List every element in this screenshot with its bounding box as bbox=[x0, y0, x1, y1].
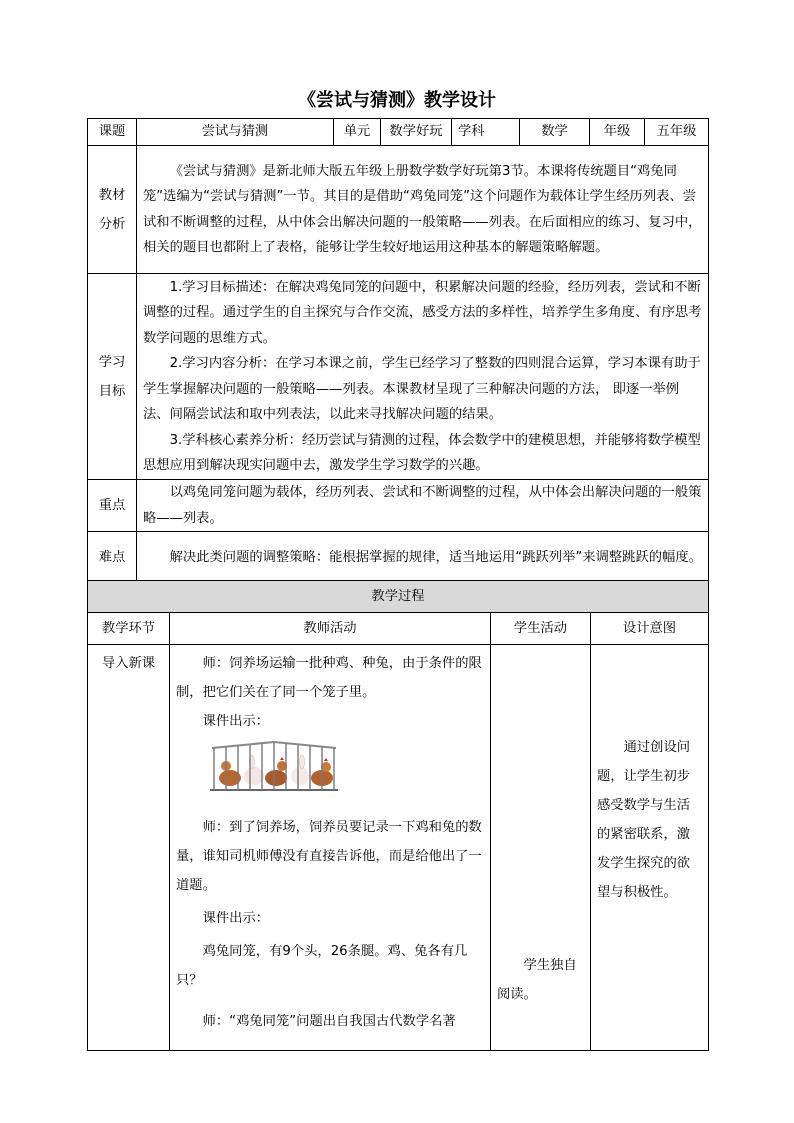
header-student: 学生活动 bbox=[491, 613, 591, 645]
goals-label: 学习 目标 bbox=[88, 274, 137, 480]
chicken-rabbit-cage-image bbox=[206, 740, 484, 807]
key-label: 重点 bbox=[88, 480, 137, 532]
process-table bbox=[87, 580, 709, 1051]
course-value: 尝试与猜测 bbox=[137, 119, 334, 146]
header-intent: 设计意图 bbox=[591, 613, 709, 645]
teacher-paragraph-6: 师：“鸡兔同笼”问题出自我国古代数学名著 bbox=[202, 1014, 456, 1029]
teacher-paragraph-3: 师：到了饲养场，饲养员要记录一下鸡和兔的数量，谁知司机师傅没有直接告诉他，而是给他出了一道题。 bbox=[176, 820, 482, 893]
header-stage: 教学环节 bbox=[88, 613, 170, 645]
header-teacher: 教师活动 bbox=[170, 613, 491, 645]
unit-label: 单元 bbox=[334, 119, 381, 146]
design-intent: 通过创设问题，让学生初步感受数学与生活的紧密联系，激发学生探究的欲望与积极性。 bbox=[597, 740, 691, 900]
difficulty-text: 解决此类问题的调整策略：能根据掌握的规律，适当地运用“跳跃列举”来调整跳跃的幅度。 bbox=[169, 549, 702, 565]
teacher-paragraph-5: 鸡兔同笼，有9个头，26条腿。鸡、兔各有几只？ bbox=[176, 944, 468, 988]
unit-value: 数学好玩 bbox=[381, 119, 452, 146]
key-text: 以鸡兔同笼问题为载体，经历列表、尝试和不断调整的过程，从中体会出解决问题的一般策略——列表。 bbox=[143, 485, 702, 526]
stage-cell: 导入新课 bbox=[88, 645, 170, 1051]
analysis-label: 教材 分析 bbox=[88, 146, 137, 274]
goals-paragraph-1: 1.学习目标描述：在解决鸡兔同笼的问题中，积累解决问题的经验，经历列表，尝试和不断调整的过程。通过学生的自主探究与合作交流，感受方法的多样性，培养学生多角度、有序思考数学问题的思维方式。 bbox=[143, 279, 702, 346]
document-title: 《尝试与猜测》教学设计 bbox=[298, 90, 496, 111]
goals-paragraph-3: 3.学科核心素养分析：经历尝试与猜测的过程，体会数学中的建模思想，并能够将数学模型思想应用到解决现实问题中去，激发学生学习数学的兴趣。 bbox=[143, 432, 701, 473]
teacher-paragraph-2: 课件出示： bbox=[202, 714, 270, 729]
teacher-paragraph-1: 师：饲养场运输一批种鸡、种兔，由于条件的限制，把它们关在了同一个笼子里。 bbox=[176, 656, 482, 700]
goals-paragraph-2: 2.学习内容分析：在学习本课之前，学生已经学习了整数的四则混合运算，学习本课有助于学生掌握解决问题的一般策略——列表。本课教材呈现了三种解决问题的方法， 即逐一举例法、间隔尝试法和取中列表法，以此来寻找解决问题的结果。 bbox=[143, 356, 701, 422]
info-table bbox=[87, 118, 709, 584]
subject-label: 学科 bbox=[452, 119, 520, 146]
process-title: 教学过程 bbox=[88, 581, 709, 613]
course-label: 课题 bbox=[88, 119, 137, 146]
teacher-paragraph-4: 课件出示： bbox=[202, 911, 270, 926]
grade-value: 五年级 bbox=[645, 119, 709, 146]
subject-value: 数学 bbox=[520, 119, 590, 146]
student-activity: 学生独自阅读。 bbox=[497, 958, 577, 1002]
grade-label: 年级 bbox=[590, 119, 645, 146]
difficulty-label: 难点 bbox=[88, 532, 137, 584]
analysis-text: 《尝试与猜测》是新北师大版五年级上册数学数学好玩第3节。本课将传统题目“鸡兔同笼”选编为“尝试与猜测”一节。其目的是借助“鸡兔同笼”这个问题作为载体让学生经历列表、尝试和不断调整的过程，从中体会出解决问题的一般策略——列表。在后面相应的练习、复习中，相关的题目也都附上了表格，能够让学生较好地运用这种基本的解题策略解题。 bbox=[143, 163, 702, 255]
